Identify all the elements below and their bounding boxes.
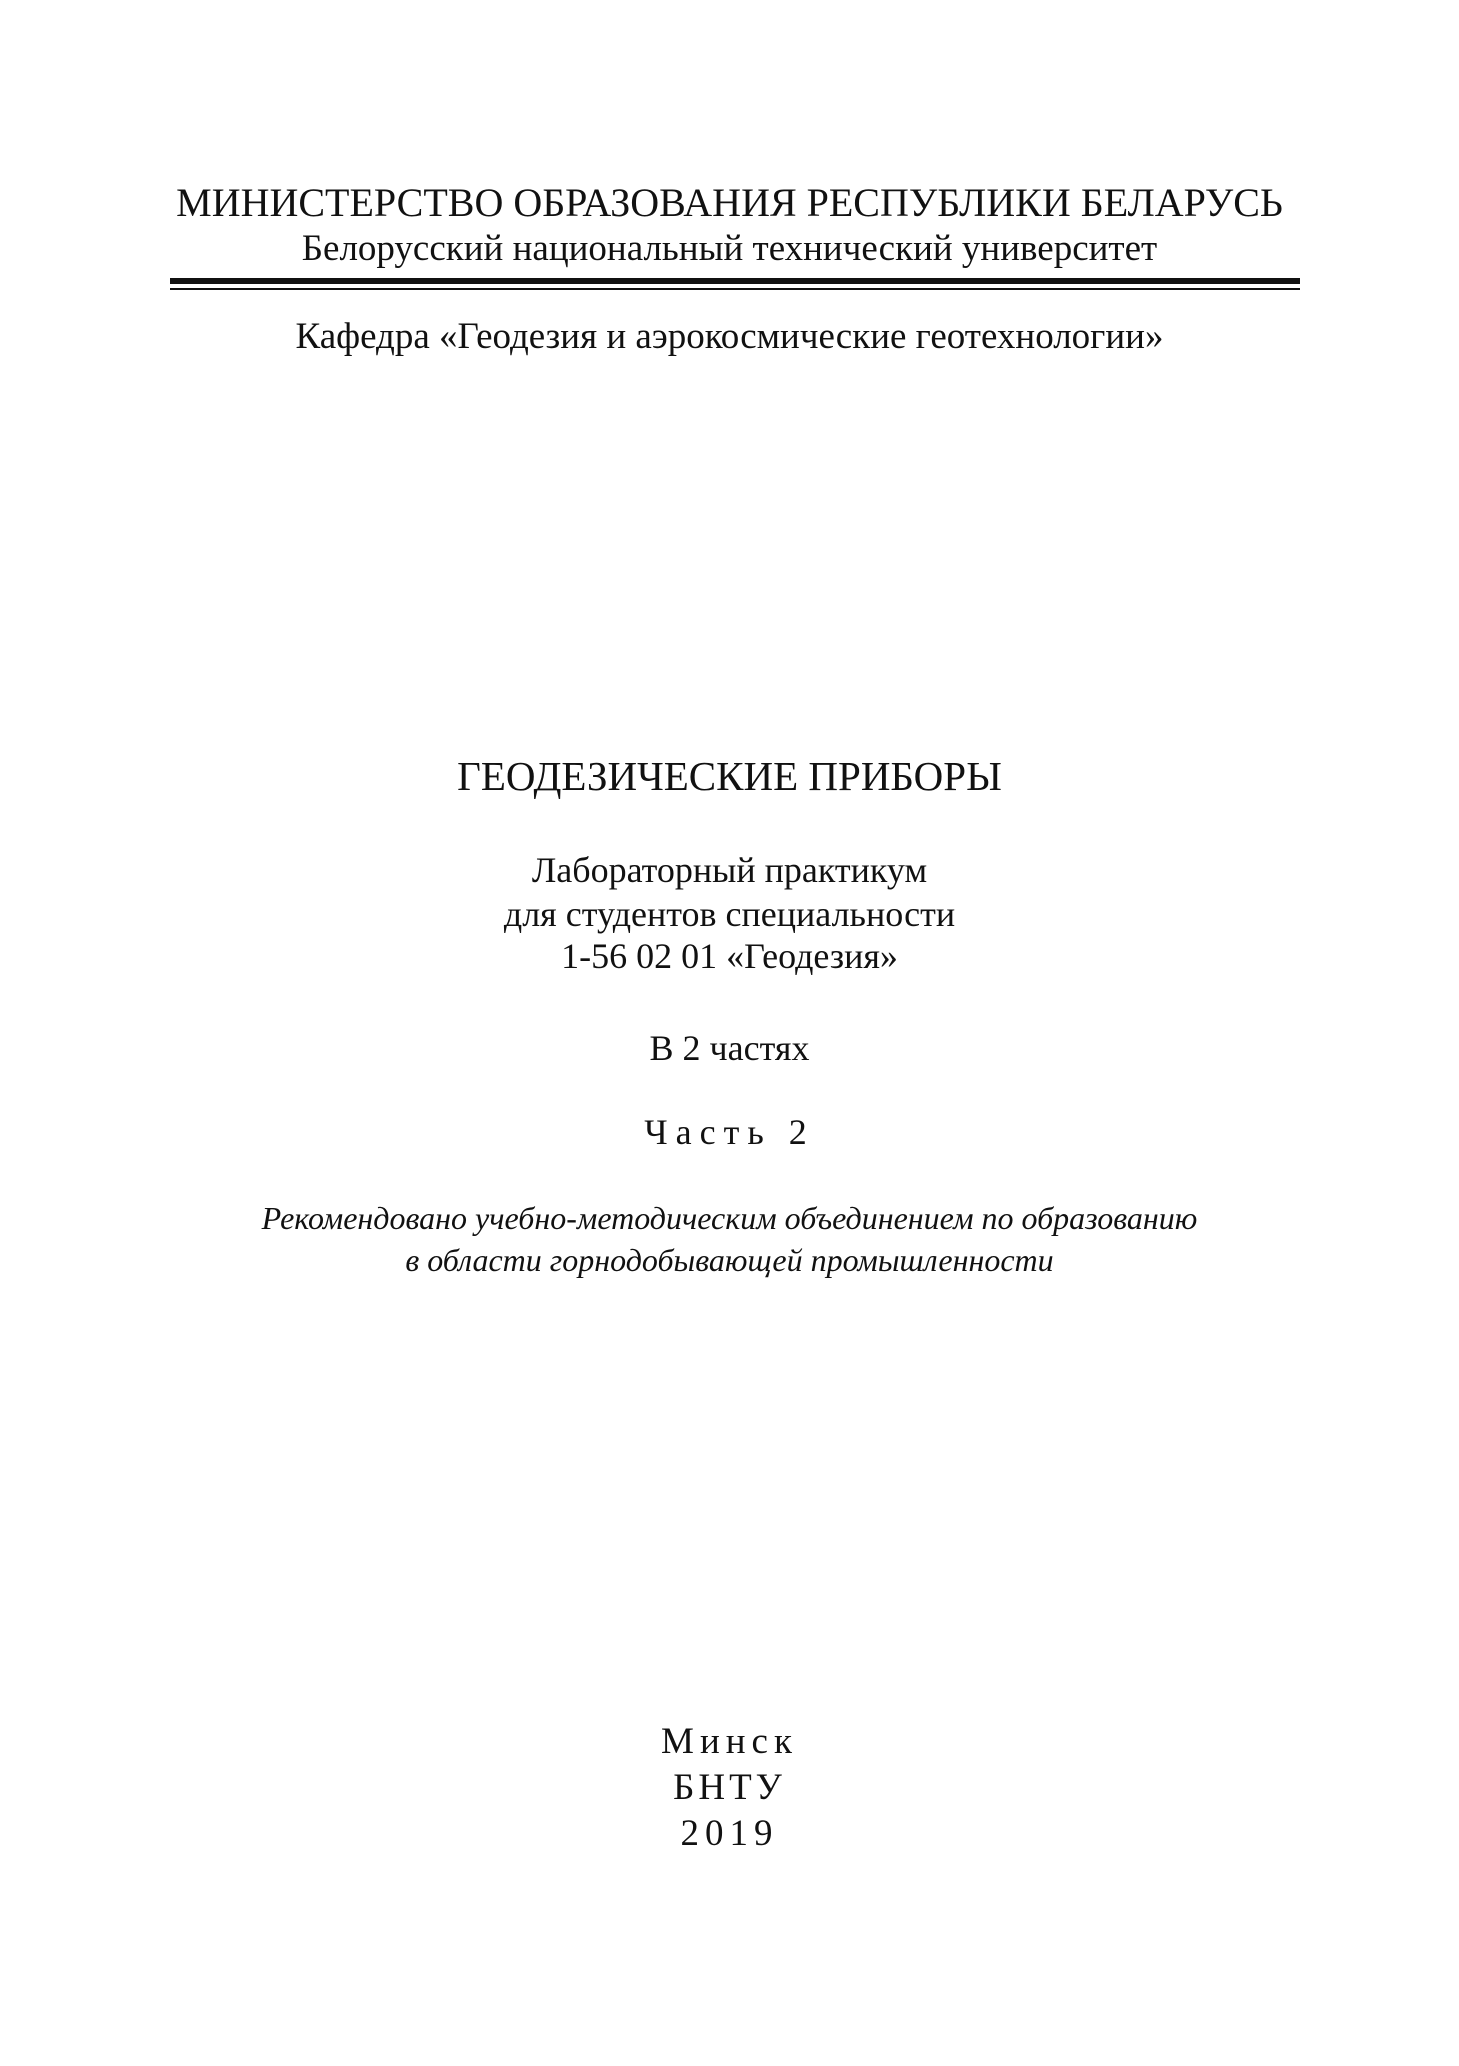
imprint-publisher: БНТУ (673, 1767, 786, 1808)
header-divider-thick (170, 278, 1300, 284)
document-title: ГЕОДЕЗИЧЕСКИЕ ПРИБОРЫ (457, 753, 1002, 799)
subtitle-line-1: Лабораторный практикум (531, 850, 928, 890)
part-number: Часть 2 (644, 1112, 815, 1152)
subtitle-line-2: для студентов специальности (503, 894, 956, 934)
subtitle-line-3: 1-56 02 01 «Геодезия» (561, 936, 898, 976)
university-name: Белорусский национальный технический университет (301, 228, 1158, 269)
ministry-name: МИНИСТЕРСТВО ОБРАЗОВАНИЯ РЕСПУБЛИКИ БЕЛАРУСЬ (176, 180, 1283, 225)
imprint-year: 2019 (680, 1813, 779, 1854)
recommendation-line-1: Рекомендовано учебно-методическим объединением по образованию (261, 1200, 1198, 1236)
department-name: Кафедра «Геодезия и аэрокосмические геотехнологии» (295, 316, 1164, 357)
header-divider-thin (170, 288, 1300, 290)
imprint-city: Минск (661, 1721, 798, 1762)
parts-total: В 2 частях (649, 1028, 810, 1068)
recommendation-line-2: в области горнодобывающей промышленности (405, 1242, 1054, 1278)
